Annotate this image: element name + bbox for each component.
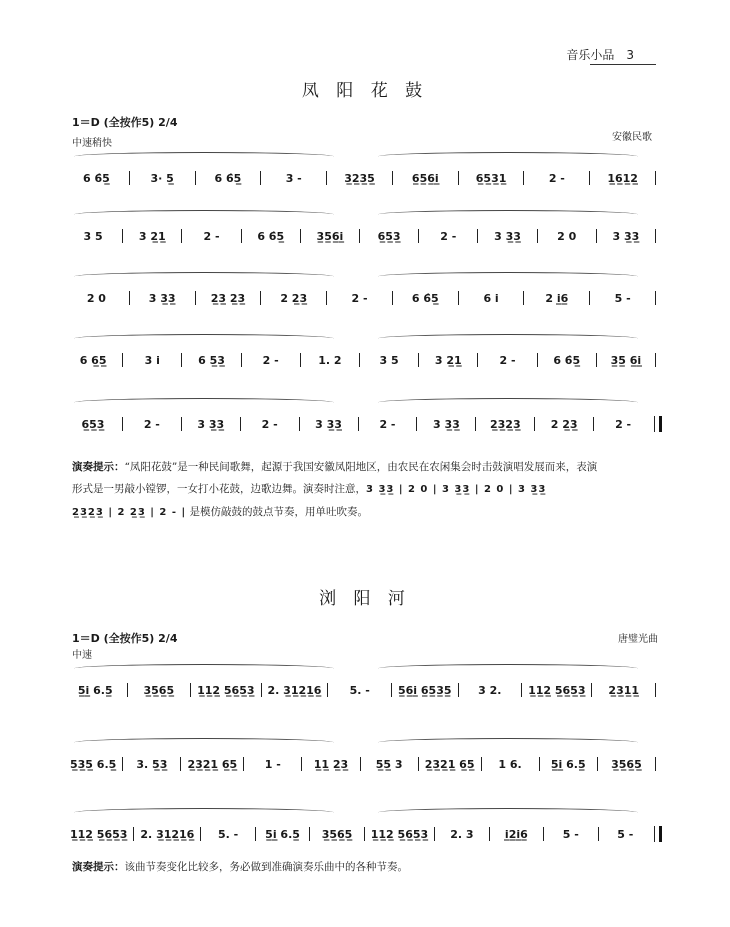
barline	[458, 171, 459, 185]
measure: 3 2̲1̲	[138, 229, 166, 243]
barline	[392, 291, 393, 305]
phrase-slur	[74, 808, 334, 817]
barline	[539, 757, 540, 771]
barline	[416, 417, 417, 431]
song1-staff-5	[70, 396, 662, 432]
measure: 1̲1̲2̲ 5̲6̲5̲3̲	[370, 827, 429, 841]
barline	[543, 827, 544, 841]
staff-notes	[70, 170, 662, 186]
measure: 2 -	[548, 171, 565, 185]
measure: 6 6̂5̲	[411, 291, 439, 305]
measure: 2̲3̲2̲1̲ 6̲5̲	[424, 757, 475, 771]
measure: 3 i	[144, 353, 160, 367]
barline	[418, 353, 419, 367]
measure: 6̲5̲3̲	[377, 229, 401, 243]
song1-tip	[72, 456, 662, 524]
measure: 3̲5̲6̲5̲	[143, 683, 175, 697]
barline	[241, 229, 242, 243]
song1-staff-2	[70, 208, 662, 244]
measure: 3 3̲3̲	[148, 291, 176, 305]
barline	[458, 291, 459, 305]
barline	[392, 171, 393, 185]
barline	[418, 229, 419, 243]
measure: 3 3̲3̲	[315, 417, 342, 431]
barline	[589, 291, 590, 305]
measure: 2. 3	[450, 827, 474, 841]
measure: 5̲i̲ 6.5̲	[265, 827, 300, 841]
staff-notes	[70, 682, 662, 698]
barline	[243, 757, 244, 771]
tip-rhythm-1: 3 3̲3̲ | 2 0 | 3 3̲3̲ | 2 0 | 3 3̲3̲	[366, 484, 547, 495]
measure: 1̲1̲2̲ 5̲6̲5̲3̲	[70, 827, 128, 841]
measure: 1. 2	[318, 353, 342, 367]
tip-text-3: 是模仿敲鼓的鼓点节奏，用单吐吹奏。	[189, 506, 368, 518]
song2-staff-1	[70, 662, 662, 698]
measure: 2̲3̲ 2̲3̲	[210, 291, 246, 305]
measure: 2 0	[557, 229, 577, 243]
measure: 3 3̲3̲	[612, 229, 640, 243]
song1-staff-4	[70, 332, 662, 368]
barline	[260, 171, 261, 185]
measure: 2̲3̲2̲1̲ 6̲5̲	[187, 757, 238, 771]
barline	[127, 683, 128, 697]
measure: 1 6.	[498, 757, 522, 771]
barline	[537, 229, 538, 243]
measure: 3· 5̲	[150, 171, 174, 185]
measure: 2 -	[379, 417, 396, 431]
phrase-slur	[74, 334, 334, 343]
barline	[241, 353, 242, 367]
barline	[122, 353, 123, 367]
barline	[477, 353, 478, 367]
barline	[122, 229, 123, 243]
measure: 5̲i̲ 6.5̲	[77, 683, 113, 697]
barline	[181, 229, 182, 243]
barline	[360, 757, 361, 771]
barline	[589, 171, 590, 185]
song1-staff-3	[70, 270, 662, 306]
barline	[475, 417, 476, 431]
barline	[434, 827, 435, 841]
barline	[481, 757, 482, 771]
measure: 1̲1̲2̲ 5̲6̲5̲3̲	[197, 683, 255, 697]
measure: 2. 3̲1̲2̲1̲6̲	[140, 827, 195, 841]
measure: 5 -	[562, 827, 579, 841]
barline	[489, 827, 490, 841]
barline	[359, 353, 360, 367]
barline	[300, 229, 301, 243]
phrase-slur	[378, 808, 638, 817]
barline	[301, 757, 302, 771]
measure: 6 5̲3̲	[198, 353, 225, 367]
song2-tip	[72, 856, 662, 878]
measure: 6 i	[483, 291, 499, 305]
staff-notes	[70, 228, 662, 244]
tip-label: 演奏提示：	[72, 861, 125, 873]
measure: 6 6̂5̲	[214, 171, 242, 185]
phrase-slur	[74, 152, 334, 161]
barline	[195, 291, 196, 305]
barline	[654, 826, 662, 842]
barline	[122, 417, 123, 431]
barline	[596, 229, 597, 243]
phrase-slur	[378, 738, 638, 747]
measure: 2. 3̲1̲2̲1̲6̲	[267, 683, 322, 697]
measure: 2 -	[615, 417, 632, 431]
barline	[359, 229, 360, 243]
tip-rhythm-2: 2̲3̲2̲3̲ | 2 2̲3̲ | 2 - |	[72, 507, 187, 518]
measure: 6 6̂5̲	[553, 353, 581, 367]
measure: 6̲5̲3̲	[81, 417, 105, 431]
measure: 5. -	[217, 827, 239, 841]
barline	[326, 291, 327, 305]
measure: 3̲5̲6̲5̲	[611, 757, 642, 771]
barline	[300, 353, 301, 367]
barline	[240, 417, 241, 431]
measure: 2 2̲3̲	[280, 291, 308, 305]
barline	[655, 683, 656, 697]
staff-notes	[70, 352, 662, 368]
measure: 3̲5̲6̲i̲	[316, 229, 344, 243]
barline	[200, 827, 201, 841]
phrase-slur	[74, 738, 334, 747]
song2-staff-3	[70, 806, 662, 842]
measure: 5. -	[349, 683, 370, 697]
barline	[534, 417, 535, 431]
measure: 5̲5̲ 3	[375, 757, 403, 771]
measure: 5̲6̲i̲ 6̲5̲3̲5̲	[397, 683, 452, 697]
barline	[521, 683, 522, 697]
tip-text-1: “凤阳花鼓”是一种民间歌舞，起源于我国安徽凤阳地区，由农民在农闲集会时击鼓演唱发展而来，表演	[124, 461, 598, 473]
barline	[655, 171, 656, 185]
song1-author: 安徽民歌	[612, 132, 652, 143]
barline	[181, 417, 182, 431]
barline	[309, 827, 310, 841]
phrase-slur	[74, 210, 334, 219]
measure: 1̲1̲2̲ 5̲6̲5̲3̲	[528, 683, 586, 697]
measure: 2 -	[203, 229, 220, 243]
barline	[523, 291, 524, 305]
header-rule	[590, 64, 656, 65]
barline	[255, 827, 256, 841]
phrase-slur	[74, 664, 334, 673]
barline	[655, 353, 656, 367]
measure: 3 5	[379, 353, 399, 367]
measure: 2̲3̲2̲3̲	[489, 417, 521, 431]
barline	[477, 229, 478, 243]
barline	[195, 171, 196, 185]
tip-text-1: 该曲节奏变化比较多，务必做到准确演奏乐曲中的各种节奏。	[124, 861, 408, 873]
barline	[537, 353, 538, 367]
measure: 3 3̲3̲	[197, 417, 225, 431]
measure: 3 5	[83, 229, 103, 243]
phrase-slur	[378, 152, 638, 161]
barline	[181, 353, 182, 367]
measure: 1 -	[264, 757, 281, 771]
barline	[523, 171, 524, 185]
staff-notes	[70, 290, 662, 306]
barline	[190, 683, 191, 697]
barline	[129, 171, 130, 185]
measure: 3 2.	[478, 683, 502, 697]
song1-title: 凤 阳 花 鼓	[301, 81, 429, 101]
measure: 1̲6̲1̲2̲	[607, 171, 638, 185]
measure: i̲2̲i̲6̲	[504, 827, 528, 841]
phrase-slur	[378, 664, 638, 673]
phrase-slur	[74, 398, 334, 407]
measure: 3 3̲3̲	[494, 229, 521, 243]
measure: 5̲i̲ 6.5̲	[550, 757, 586, 771]
measure: 2 -	[262, 353, 279, 367]
measure: 6̲5̲6̲i̲	[411, 171, 439, 185]
page-header: 音乐小品 3	[566, 48, 634, 62]
staff-notes	[70, 756, 662, 772]
measure: 6 6̂5̲	[82, 171, 110, 185]
measure: 5̲3̲5̲ 6.5̲	[70, 757, 117, 771]
barline	[261, 683, 262, 697]
measure: 2 -	[499, 353, 516, 367]
measure: 3̲5̲6̲5̲	[321, 827, 353, 841]
barline	[596, 353, 597, 367]
measure: 2 0	[86, 291, 106, 305]
barline	[180, 757, 181, 771]
barline	[326, 171, 327, 185]
measure: 6 6̲5̲	[79, 353, 107, 367]
measure: 6̲5̲3̲1̲	[475, 171, 507, 185]
measure: 3̲5̲ 6̲i̲	[610, 353, 642, 367]
measure: 2̲3̲1̲1̲	[608, 683, 640, 697]
song1-key: 1＝D (全按作5) 2/4	[72, 116, 178, 129]
barline	[129, 291, 130, 305]
measure: 5 -	[614, 291, 631, 305]
tip-text-2: 形式是一男敲小镗锣，一女打小花鼓，边歌边舞。演奏时注意，	[72, 483, 366, 495]
barline	[654, 416, 662, 432]
song1-tempo: 中速稍快	[72, 138, 112, 149]
song2-staff-2	[70, 736, 662, 772]
barline	[418, 757, 419, 771]
measure: 3̲2̲3̲5̲	[344, 171, 375, 185]
tip-label: 演奏提示：	[72, 461, 125, 473]
barline	[593, 417, 594, 431]
song1-staff-1	[70, 150, 662, 186]
barline	[655, 229, 656, 243]
phrase-slur	[378, 398, 638, 407]
measure: 3 3̲3̲	[432, 417, 460, 431]
measure: 6 6̂5̲	[257, 229, 285, 243]
phrase-slur	[378, 272, 638, 281]
barline	[655, 291, 656, 305]
barline	[591, 683, 592, 697]
measure: 2 2̲3̲	[550, 417, 578, 431]
barline	[391, 683, 392, 697]
barline	[358, 417, 359, 431]
barline	[598, 827, 599, 841]
song2-title: 浏 阳 河	[319, 589, 411, 609]
song2-key: 1＝D (全按作5) 2/4	[72, 632, 178, 645]
measure: 5 -	[617, 827, 634, 841]
measure: 2 -	[351, 291, 368, 305]
barline	[364, 827, 365, 841]
measure: 2 -	[143, 417, 160, 431]
staff-notes	[70, 826, 662, 842]
measure: 3 -	[285, 171, 302, 185]
barline	[299, 417, 300, 431]
barline	[327, 683, 328, 697]
barline	[122, 757, 123, 771]
phrase-slur	[74, 272, 334, 281]
measure: 2 -	[440, 229, 457, 243]
staff-notes	[70, 416, 662, 432]
phrase-slur	[378, 210, 638, 219]
barline	[133, 827, 134, 841]
song2-author: 唐璧光曲	[618, 634, 658, 645]
measure: 2 i̲6̲	[545, 291, 569, 305]
barline	[597, 757, 598, 771]
measure: 3 2̲1̲	[434, 353, 462, 367]
barline	[655, 757, 656, 771]
barline	[260, 291, 261, 305]
song2-tempo: 中速	[72, 650, 92, 661]
measure: 2 -	[261, 417, 278, 431]
measure: 3. 5̲3̲	[136, 757, 168, 771]
barline	[458, 683, 459, 697]
phrase-slur	[378, 334, 638, 343]
measure: 1̲1̲ 2̲3̲	[313, 757, 349, 771]
